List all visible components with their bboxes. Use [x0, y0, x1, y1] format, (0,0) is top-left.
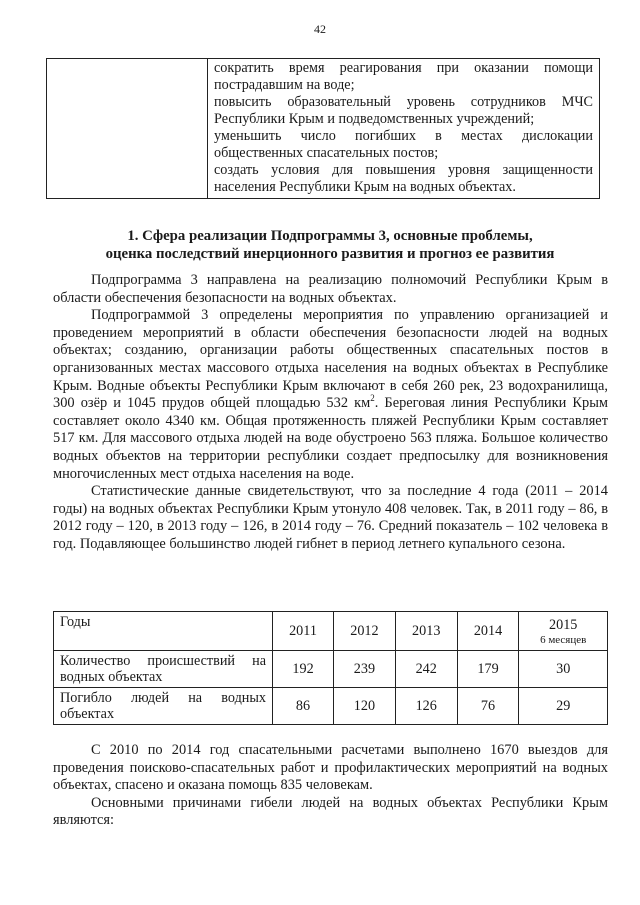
- body-text-bottom: [53, 742, 608, 830]
- stats-cell: 29: [519, 688, 608, 725]
- page-number: 42: [314, 22, 326, 36]
- stats-cell: 76: [457, 688, 519, 725]
- paragraph-5: Основными причинами гибели людей на водных объектах Республики Крым являются:: [53, 794, 608, 829]
- paragraph-2-superscript: 2: [370, 393, 375, 404]
- goal-item: сократить время реагирования при оказании помощи пострадавшим на воде;: [214, 60, 593, 93]
- stats-year-2012: 2012: [334, 612, 396, 651]
- goals-table-empty-cell: [47, 59, 208, 199]
- stats-year-2015-label: 2015: [549, 616, 578, 633]
- stats-cell: 239: [334, 651, 396, 688]
- stats-cell: 126: [395, 688, 457, 725]
- goal-item: уменьшить число погибших в местах дислокации общественных спасательных постов;: [214, 128, 593, 161]
- stats-cell: 86: [273, 688, 334, 725]
- stats-row-label: Погибло людей на водных объектах: [54, 688, 273, 725]
- paragraph-2-text-a: Подпрограммой 3 определены мероприятия по управлению организацией и проведением мероприятий в области обеспечения безопасности людей на водных объектах; созданию, организации работы общественных спасательных постов в организованных местах массового отдыха населения на водных объектах в Республике Крым. Водные объекты Республики Крым включают в себя 260 рек, 23 водохранилища, 300 озёр и 1045 прудов общей площадью 532 км: [53, 307, 608, 412]
- goal-item: повысить образовательный уровень сотрудников МЧС Республики Крым и подведомственных учреждений;: [214, 94, 593, 127]
- goal-item: создать условия для повышения уровня защищенности населения Республики Крым на водных объектах.: [214, 162, 593, 195]
- stats-row-label: Количество происшествий на водных объектах: [54, 651, 273, 688]
- paragraph-2-text-b: . Береговая линия Республики Крым составляет около 4340 км. Общая протяженность пляжей Республики Крым составляет 517 км. Для массового отдыха людей на воде обустроено 563 пляжа. Большое количество водных объектов на территории республики создает предпосылку для возникновения многочисленных мест отдыха населения на воде.: [53, 395, 608, 482]
- paragraph-4: С 2010 по 2014 год спасательными расчетами выполнено 1670 выездов для проведения поисково-спасательных работ и профилактических мероприятий на водных объектах, спасено и оказана помощь 835 человекам.: [53, 742, 608, 794]
- goals-table: [46, 58, 600, 199]
- section-title-line2: оценка последствий инерционного развития и прогноз ее развития: [105, 246, 555, 262]
- stats-cell: 242: [395, 651, 457, 688]
- stats-header-row: [54, 612, 608, 651]
- stats-cell: 192: [273, 651, 334, 688]
- stats-row-incidents: [54, 651, 608, 688]
- stats-year-2015-note: 6 месяцев: [540, 633, 587, 646]
- paragraph-3: Статистические данные свидетельствуют, что за последние 4 года (2011 – 2014 годы) на водных объектах Республики Крым утонуло 408 человек. Так, в 2011 году – 86, в 2012 году – 120, в 2013 году – 126, в 2014 году – 76. Средний показатель – 102 человека в год. Подавляющее большинство людей гибнет в период летнего купального сезона.: [53, 483, 608, 552]
- goals-table-content-cell: [208, 59, 600, 199]
- stats-cell: 30: [519, 651, 608, 688]
- section-heading: [70, 227, 590, 263]
- stats-year-2013: 2013: [395, 612, 457, 651]
- stats-cell: 179: [457, 651, 519, 688]
- stats-year-2011: 2011: [273, 612, 334, 651]
- body-text-top: [53, 272, 608, 554]
- stats-cell: 120: [334, 688, 396, 725]
- paragraph-2: [53, 307, 608, 483]
- stats-table: [53, 611, 608, 725]
- stats-year-2014: 2014: [457, 612, 519, 651]
- stats-header-label: Годы: [54, 612, 273, 651]
- stats-year-2015: [519, 612, 608, 651]
- paragraph-1: Подпрограмма 3 направлена на реализацию полномочий Республики Крым в области обеспечения безопасности на водных объектах.: [53, 272, 608, 306]
- stats-row-deaths: [54, 688, 608, 725]
- section-title-line1: 1. Сфера реализации Подпрограммы 3, основные проблемы,: [127, 228, 533, 244]
